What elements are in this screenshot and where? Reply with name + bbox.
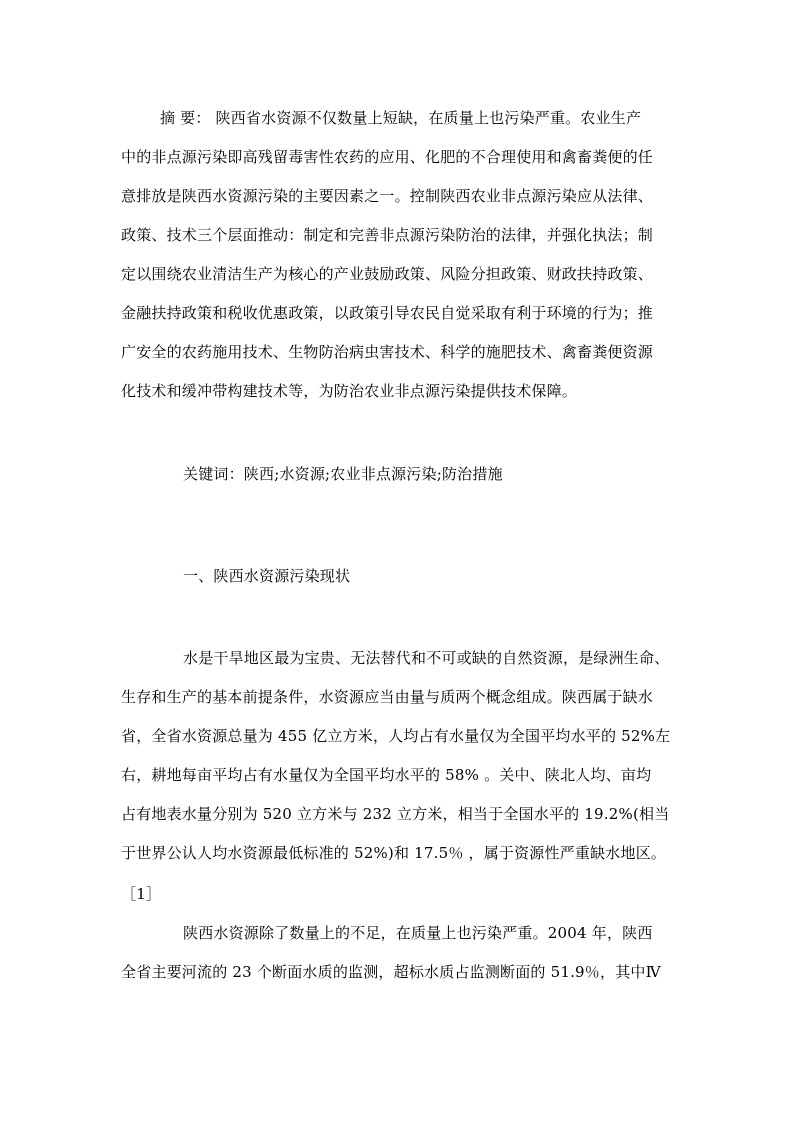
citation-marker: ［1］ — [121, 885, 162, 903]
abstract-line: 金融扶持政策和税收优惠政策，以政策引导农民自觉采取有利于环境的行为；推 — [121, 304, 654, 322]
body-line: 占有地表水量分别为 520 立方米与 232 立方米，相当于全国水平的 19.2%(相当 — [121, 805, 670, 823]
body-line: 陕西水资源除了数量上的不足，在质量上也污染严重。2004 年，陕西 — [183, 924, 653, 942]
body-line: 右，耕地每亩平均占有水量仅为全国平均水平的 58% 。关中、陕北人均、亩均 — [121, 766, 652, 784]
section-heading: 一、陕西水资源污染现状 — [183, 567, 351, 585]
body-line: 生存和生产的基本前提条件，水资源应当由量与质两个概念组成。陕西属于缺水 — [121, 688, 654, 706]
abstract-line: 摘 要： 陕西省水资源不仅数量上短缺，在质量上也污染严重。农业生产 — [160, 109, 642, 127]
body-line: 水是干旱地区最为宝贵、无法替代和不可或缺的自然资源，是绿洲生命、 — [183, 649, 670, 667]
keywords: 关键词：陕西;水资源;农业非点源污染;防治措施 — [183, 465, 503, 483]
body-line: 于世界公认人均水资源最低标准的 52%)和 17.5％ ，属于资源性严重缺水地区。 — [121, 844, 667, 862]
abstract-line: 广安全的农药施用技术、生物防治病虫害技术、科学的施肥技术、禽畜粪便资源 — [121, 343, 654, 361]
abstract-line: 意排放是陕西水资源污染的主要因素之一。控制陕西农业非点源污染应从法律、 — [121, 187, 654, 205]
abstract-line: 政策、技术三个层面推动：制定和完善非点源污染防治的法律，并强化执法；制 — [121, 226, 654, 244]
abstract-line: 中的非点源污染即高残留毒害性农药的应用、化肥的不合理使用和禽畜粪便的任 — [121, 148, 654, 166]
body-line: 全省主要河流的 23 个断面水质的监测，超标水质占监测断面的 51.9％，其中Ⅳ — [121, 963, 661, 981]
body-line: 省，全省水资源总量为 455 亿立方米，人均占有水量仅为全国平均水平的 52%左 — [121, 727, 671, 745]
abstract-line: 定以围绕农业清洁生产为核心的产业鼓励政策、风险分担政策、财政扶持政策、 — [121, 265, 654, 283]
abstract-line: 化技术和缓冲带构建技术等，为防治农业非点源污染提供技术保障。 — [121, 382, 578, 400]
